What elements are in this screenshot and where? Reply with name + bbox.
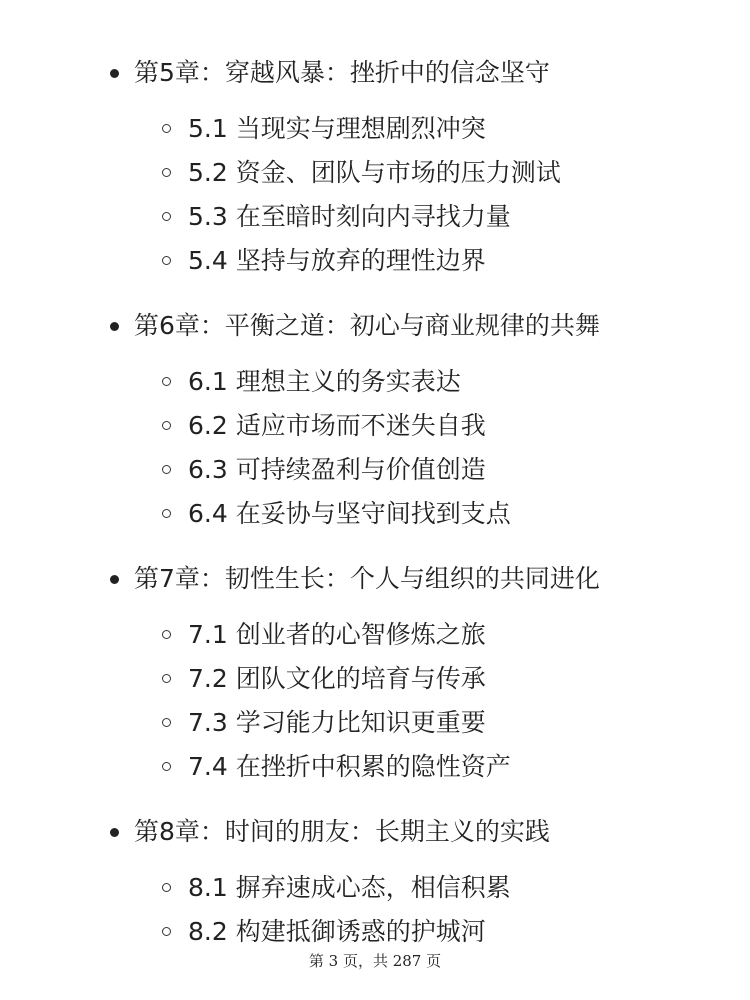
list-item <box>0 195 750 239</box>
section-list <box>0 107 750 283</box>
section-title: 7.4 在挫折中积累的隐性资产 <box>188 752 511 781</box>
bullet-disc-icon <box>110 322 119 331</box>
bullet-disc-icon <box>110 828 119 837</box>
bullet-circle-icon <box>162 883 171 892</box>
section-title: 7.3 学习能力比知识更重要 <box>188 708 486 737</box>
list-item <box>0 657 750 701</box>
section-title: 5.3 在至暗时刻向内寻找力量 <box>188 202 511 231</box>
list-item <box>0 492 750 536</box>
section-list <box>0 613 750 789</box>
chapter-7 <box>0 558 750 789</box>
section-title: 6.3 可持续盈利与价值创造 <box>188 455 486 484</box>
chapter-heading <box>0 811 750 853</box>
table-of-contents <box>0 52 750 976</box>
page-number-footer: 第 3 页，共 287 页 <box>308 952 442 970</box>
chapter-title: 第7章：韧性生长：个人与组织的共同进化 <box>134 564 600 593</box>
bullet-circle-icon <box>162 762 171 771</box>
bullet-disc-icon <box>110 575 119 584</box>
chapter-5 <box>0 52 750 283</box>
bullet-circle-icon <box>162 927 171 936</box>
list-item <box>0 448 750 492</box>
list-item <box>0 866 750 910</box>
chapter-heading <box>0 52 750 94</box>
bullet-circle-icon <box>162 421 171 430</box>
list-item <box>0 701 750 745</box>
chapter-heading <box>0 305 750 347</box>
bullet-circle-icon <box>162 124 171 133</box>
section-title: 6.4 在妥协与坚守间找到支点 <box>188 499 511 528</box>
bullet-circle-icon <box>162 212 171 221</box>
list-item <box>0 239 750 283</box>
bullet-disc-icon <box>110 69 119 78</box>
list-item <box>0 360 750 404</box>
chapter-title: 第6章：平衡之道：初心与商业规律的共舞 <box>134 311 600 340</box>
bullet-circle-icon <box>162 465 171 474</box>
section-title: 5.2 资金、团队与市场的压力测试 <box>188 158 561 187</box>
section-list <box>0 360 750 536</box>
section-title: 8.2 构建抵御诱惑的护城河 <box>188 917 486 946</box>
section-title: 5.1 当现实与理想剧烈冲突 <box>188 114 486 143</box>
chapter-title: 第5章：穿越风暴：挫折中的信念坚守 <box>134 58 550 87</box>
chapter-6 <box>0 305 750 536</box>
section-title: 8.1 摒弃速成心态，相信积累 <box>188 873 511 902</box>
section-title: 5.4 坚持与放弃的理性边界 <box>188 246 486 275</box>
bullet-circle-icon <box>162 256 171 265</box>
section-title: 6.1 理想主义的务实表达 <box>188 367 461 396</box>
bullet-circle-icon <box>162 630 171 639</box>
list-item <box>0 745 750 789</box>
bullet-circle-icon <box>162 718 171 727</box>
list-item <box>0 404 750 448</box>
list-item <box>0 613 750 657</box>
section-title: 6.2 适应市场而不迷失自我 <box>188 411 486 440</box>
bullet-circle-icon <box>162 377 171 386</box>
section-list <box>0 866 750 954</box>
list-item <box>0 151 750 195</box>
bullet-circle-icon <box>162 674 171 683</box>
list-item <box>0 107 750 151</box>
list-item <box>0 910 750 954</box>
chapter-8 <box>0 811 750 954</box>
chapter-heading <box>0 558 750 600</box>
section-title: 7.1 创业者的心智修炼之旅 <box>188 620 486 649</box>
chapter-title: 第8章：时间的朋友：长期主义的实践 <box>134 817 550 846</box>
bullet-circle-icon <box>162 168 171 177</box>
bullet-circle-icon <box>162 509 171 518</box>
section-title: 7.2 团队文化的培育与传承 <box>188 664 486 693</box>
